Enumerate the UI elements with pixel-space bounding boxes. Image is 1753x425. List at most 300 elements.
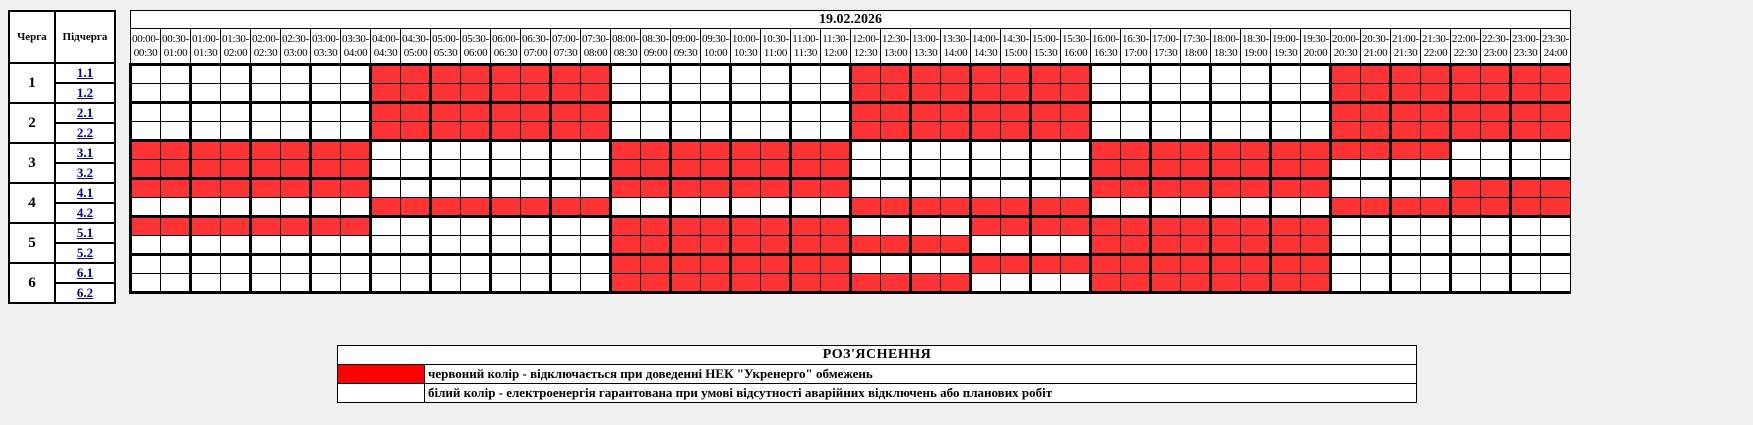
power-cell: [1481, 255, 1511, 274]
power-cell: [401, 255, 431, 274]
outage-cell: [311, 217, 341, 236]
time-slot-start: 13:00-: [912, 33, 939, 45]
outage-cell: [1241, 160, 1271, 179]
subqueue-header: Підчерга: [55, 11, 115, 63]
outage-cell: [1511, 122, 1541, 141]
power-cell: [1301, 122, 1331, 141]
time-slot-header: [941, 29, 971, 65]
time-slot-header: [1001, 29, 1031, 65]
power-cell: [1091, 65, 1121, 84]
schedule-row: [131, 65, 1571, 84]
subqueue-link[interactable]: 5.2: [55, 243, 115, 263]
outage-cell: [851, 122, 881, 141]
outage-cell: [1061, 122, 1091, 141]
time-slot-end: 18:00: [1183, 47, 1208, 59]
power-cell: [1391, 274, 1421, 293]
time-slot-start: 00:30-: [162, 33, 189, 45]
time-slot-header: [281, 29, 311, 65]
time-slot-header: [1541, 29, 1571, 65]
time-slot-end: 19:30: [1273, 47, 1298, 59]
outage-cell: [1091, 274, 1121, 293]
power-cell: [251, 84, 281, 103]
outage-cell: [1001, 198, 1031, 217]
outage-cell: [641, 236, 671, 255]
outage-cell: [1061, 198, 1091, 217]
outage-cell: [461, 122, 491, 141]
power-cell: [341, 274, 371, 293]
outage-cell: [941, 274, 971, 293]
outage-cell: [851, 65, 881, 84]
outage-cell: [251, 217, 281, 236]
outage-cell: [401, 103, 431, 122]
schedule-row: [131, 274, 1571, 293]
power-cell: [251, 103, 281, 122]
power-cell: [1181, 84, 1211, 103]
outage-cell: [1001, 217, 1031, 236]
power-cell: [1421, 274, 1451, 293]
power-cell: [1331, 274, 1361, 293]
power-cell: [1331, 160, 1361, 179]
outage-cell: [641, 217, 671, 236]
power-cell: [701, 103, 731, 122]
queue-number: 1: [9, 63, 55, 103]
time-slot-end: 07:30: [553, 47, 578, 59]
subqueue-link[interactable]: 1.2: [55, 83, 115, 103]
time-slot-start: 04:00-: [372, 33, 399, 45]
outage-cell: [491, 103, 521, 122]
power-cell: [851, 179, 881, 198]
time-slot-start: 16:00-: [1092, 33, 1119, 45]
power-cell: [1031, 274, 1061, 293]
time-slot-start: 20:00-: [1332, 33, 1359, 45]
outage-cell: [791, 160, 821, 179]
outage-cell: [761, 217, 791, 236]
time-slot-end: 10:00: [703, 47, 728, 59]
outage-cell: [611, 160, 641, 179]
time-slot-end: 13:30: [913, 47, 938, 59]
power-cell: [341, 103, 371, 122]
power-cell: [1241, 198, 1271, 217]
outage-cell: [1331, 122, 1361, 141]
power-cell: [1241, 84, 1271, 103]
time-slot-end: 15:30: [1033, 47, 1058, 59]
subqueue-link[interactable]: 4.2: [55, 203, 115, 223]
outage-cell: [911, 84, 941, 103]
subqueue-link[interactable]: 2.1: [55, 103, 115, 123]
power-cell: [1061, 236, 1091, 255]
outage-cell: [1451, 103, 1481, 122]
power-cell: [461, 236, 491, 255]
outage-cell: [611, 179, 641, 198]
power-cell: [611, 103, 641, 122]
subqueue-link[interactable]: 6.2: [55, 283, 115, 303]
power-cell: [1121, 65, 1151, 84]
time-slot-header: [1451, 29, 1481, 65]
power-cell: [1211, 103, 1241, 122]
outage-cell: [731, 179, 761, 198]
time-slot-end: 16:30: [1093, 47, 1118, 59]
time-slot-end: 21:00: [1363, 47, 1388, 59]
power-cell: [1481, 274, 1511, 293]
power-cell: [1271, 103, 1301, 122]
power-cell: [1061, 274, 1091, 293]
outage-cell: [1301, 274, 1331, 293]
outage-cell: [911, 236, 941, 255]
time-slot-header: [1421, 29, 1451, 65]
outage-cell: [311, 141, 341, 160]
outage-cell: [881, 274, 911, 293]
outage-cell: [461, 84, 491, 103]
power-cell: [1361, 236, 1391, 255]
power-cell: [1061, 179, 1091, 198]
outage-cell: [1151, 255, 1181, 274]
power-cell: [611, 84, 641, 103]
power-cell: [131, 65, 161, 84]
outage-cell: [1421, 65, 1451, 84]
power-cell: [1481, 160, 1511, 179]
outage-cell: [491, 122, 521, 141]
power-cell: [191, 84, 221, 103]
outage-cell: [611, 217, 641, 236]
outage-cell: [731, 141, 761, 160]
power-cell: [821, 103, 851, 122]
legend-red-text: червоний колір - відключається при доведенні НЕК "Укренерго" обмежень: [425, 365, 1417, 384]
outage-cell: [401, 65, 431, 84]
power-cell: [431, 141, 461, 160]
outage-cell: [611, 274, 641, 293]
outage-cell: [1241, 217, 1271, 236]
outage-cell: [1151, 236, 1181, 255]
outage-cell: [971, 65, 1001, 84]
power-cell: [1121, 122, 1151, 141]
outage-cell: [1541, 103, 1571, 122]
time-slot-header: [911, 29, 941, 65]
power-cell: [281, 84, 311, 103]
power-cell: [281, 122, 311, 141]
outage-cell: [1061, 84, 1091, 103]
outage-cell: [1511, 198, 1541, 217]
outage-cell: [1331, 141, 1361, 160]
power-cell: [161, 103, 191, 122]
power-cell: [551, 160, 581, 179]
power-cell: [1061, 160, 1091, 179]
power-cell: [431, 274, 461, 293]
power-cell: [521, 217, 551, 236]
power-cell: [1211, 122, 1241, 141]
power-cell: [791, 122, 821, 141]
outage-cell: [671, 255, 701, 274]
time-slot-start: 07:00-: [552, 33, 579, 45]
subqueue-link[interactable]: 3.1: [55, 143, 115, 163]
time-slot-header: [311, 29, 341, 65]
outage-cell: [1271, 255, 1301, 274]
time-slot-end: 12:30: [853, 47, 878, 59]
power-cell: [131, 274, 161, 293]
time-slot-header: [161, 29, 191, 65]
power-cell: [671, 84, 701, 103]
outage-cell: [1421, 141, 1451, 160]
power-cell: [701, 84, 731, 103]
time-slot-end: 10:30: [733, 47, 758, 59]
time-slot-end: 18:30: [1213, 47, 1238, 59]
outage-cell: [1121, 255, 1151, 274]
outage-cell: [461, 65, 491, 84]
time-slot-start: 13:30-: [942, 33, 969, 45]
power-cell: [1091, 84, 1121, 103]
time-slot-start: 02:00-: [252, 33, 279, 45]
power-cell: [521, 274, 551, 293]
subqueue-link[interactable]: 4.1: [55, 183, 115, 203]
power-cell: [431, 217, 461, 236]
time-slot-header: [401, 29, 431, 65]
outage-cell: [1031, 103, 1061, 122]
outage-cell: [1451, 179, 1481, 198]
outage-cell: [1391, 141, 1421, 160]
time-slot-end: 22:00: [1423, 47, 1448, 59]
time-slot-end: 02:00: [223, 47, 248, 59]
power-cell: [1331, 236, 1361, 255]
outage-cell: [941, 198, 971, 217]
outage-cell: [1031, 198, 1061, 217]
power-cell: [1151, 84, 1181, 103]
time-slot-start: 16:30-: [1122, 33, 1149, 45]
outage-cell: [761, 160, 791, 179]
outage-cell: [941, 65, 971, 84]
outage-cell: [1241, 255, 1271, 274]
time-slot-header: [1271, 29, 1301, 65]
power-cell: [131, 255, 161, 274]
outage-cell: [341, 141, 371, 160]
outage-cell: [1211, 255, 1241, 274]
outage-cell: [1271, 217, 1301, 236]
power-cell: [971, 160, 1001, 179]
time-slot-end: 01:00: [163, 47, 188, 59]
time-slot-header: [821, 29, 851, 65]
power-cell: [521, 255, 551, 274]
power-cell: [401, 141, 431, 160]
outage-cell: [1091, 255, 1121, 274]
outage-cell: [911, 274, 941, 293]
outage-cell: [971, 103, 1001, 122]
outage-cell: [671, 274, 701, 293]
outage-cell: [131, 179, 161, 198]
power-cell: [161, 84, 191, 103]
power-cell: [791, 65, 821, 84]
schedule-row: [131, 84, 1571, 103]
subqueue-link[interactable]: 6.1: [55, 263, 115, 283]
time-slot-end: 22:30: [1453, 47, 1478, 59]
outage-cell: [131, 141, 161, 160]
time-slot-start: 09:30-: [702, 33, 729, 45]
outage-cell: [131, 217, 161, 236]
power-cell: [1451, 236, 1481, 255]
power-cell: [821, 65, 851, 84]
power-cell: [1301, 65, 1331, 84]
outage-cell: [311, 160, 341, 179]
outage-cell: [1151, 179, 1181, 198]
outage-cell: [641, 141, 671, 160]
outage-cell: [371, 198, 401, 217]
subqueue-link[interactable]: 1.1: [55, 63, 115, 83]
power-cell: [1421, 236, 1451, 255]
power-cell: [1031, 141, 1061, 160]
outage-cell: [1181, 160, 1211, 179]
subqueue-link[interactable]: 5.1: [55, 223, 115, 243]
outage-cell: [1361, 65, 1391, 84]
time-slot-header: [1121, 29, 1151, 65]
power-cell: [161, 236, 191, 255]
power-cell: [1121, 198, 1151, 217]
power-cell: [491, 274, 521, 293]
outage-cell: [1421, 84, 1451, 103]
power-cell: [1181, 103, 1211, 122]
outage-cell: [161, 160, 191, 179]
subqueue-link[interactable]: 3.2: [55, 163, 115, 183]
time-slot-header: [1361, 29, 1391, 65]
power-cell: [1391, 255, 1421, 274]
power-cell: [191, 65, 221, 84]
power-cell: [281, 103, 311, 122]
outage-cell: [1031, 65, 1061, 84]
power-cell: [1031, 160, 1061, 179]
power-cell: [551, 179, 581, 198]
subqueue-link[interactable]: 2.2: [55, 123, 115, 143]
outage-cell: [1421, 198, 1451, 217]
time-slot-header: [1241, 29, 1271, 65]
power-cell: [1541, 217, 1571, 236]
power-cell: [431, 236, 461, 255]
power-cell: [251, 236, 281, 255]
outage-cell: [161, 179, 191, 198]
outage-cell: [191, 179, 221, 198]
outage-cell: [341, 160, 371, 179]
power-cell: [1241, 103, 1271, 122]
power-cell: [971, 236, 1001, 255]
power-cell: [491, 160, 521, 179]
outage-cell: [881, 84, 911, 103]
outage-cell: [1391, 103, 1421, 122]
power-cell: [191, 274, 221, 293]
outage-cell: [1121, 236, 1151, 255]
power-cell: [1541, 160, 1571, 179]
outage-cell: [731, 274, 761, 293]
power-cell: [911, 179, 941, 198]
outage-cell: [581, 84, 611, 103]
power-cell: [221, 103, 251, 122]
power-cell: [911, 160, 941, 179]
outage-cell: [851, 236, 881, 255]
outage-cell: [1361, 103, 1391, 122]
outage-cell: [1331, 84, 1361, 103]
power-cell: [1451, 255, 1481, 274]
power-cell: [521, 179, 551, 198]
power-cell: [401, 160, 431, 179]
outage-cell: [1271, 141, 1301, 160]
time-slot-header: [1511, 29, 1541, 65]
outage-cell: [1001, 65, 1031, 84]
outage-cell: [1181, 255, 1211, 274]
power-cell: [341, 255, 371, 274]
time-slot-start: 23:00-: [1512, 33, 1539, 45]
outage-cell: [1451, 84, 1481, 103]
power-cell: [401, 217, 431, 236]
power-cell: [191, 236, 221, 255]
outage-cell: [671, 160, 701, 179]
outage-cell: [221, 141, 251, 160]
time-slot-end: 01:30: [193, 47, 218, 59]
schedule-date: 19.02.2026: [131, 11, 1571, 29]
power-cell: [641, 122, 671, 141]
power-cell: [1391, 217, 1421, 236]
outage-cell: [431, 103, 461, 122]
power-cell: [131, 198, 161, 217]
power-cell: [1481, 236, 1511, 255]
power-cell: [761, 84, 791, 103]
power-cell: [1211, 198, 1241, 217]
outage-cell: [791, 141, 821, 160]
outage-cell: [611, 255, 641, 274]
queue-header: Черга: [9, 11, 55, 63]
outage-cell: [941, 103, 971, 122]
outage-cell: [1121, 179, 1151, 198]
outage-cell: [731, 217, 761, 236]
time-slot-end: 21:30: [1393, 47, 1418, 59]
outage-cell: [971, 217, 1001, 236]
time-slot-header: [461, 29, 491, 65]
power-cell: [971, 274, 1001, 293]
power-cell: [1421, 179, 1451, 198]
outage-cell: [791, 236, 821, 255]
power-cell: [161, 198, 191, 217]
time-slot-start: 03:00-: [312, 33, 339, 45]
power-cell: [581, 255, 611, 274]
outage-cell: [1121, 141, 1151, 160]
power-cell: [221, 255, 251, 274]
queue-number: 2: [9, 103, 55, 143]
power-cell: [191, 198, 221, 217]
power-cell: [161, 122, 191, 141]
power-cell: [221, 84, 251, 103]
power-cell: [1421, 160, 1451, 179]
power-cell: [941, 141, 971, 160]
power-cell: [1151, 198, 1181, 217]
outage-cell: [1361, 141, 1391, 160]
power-cell: [911, 141, 941, 160]
power-cell: [641, 65, 671, 84]
power-cell: [161, 274, 191, 293]
time-slot-start: 19:30-: [1302, 33, 1329, 45]
outage-cell: [1151, 141, 1181, 160]
schedule-row: [131, 122, 1571, 141]
time-slot-start: 01:00-: [192, 33, 219, 45]
power-cell: [431, 160, 461, 179]
time-slot-end: 03:00: [283, 47, 308, 59]
power-cell: [131, 103, 161, 122]
outage-cell: [1451, 198, 1481, 217]
outage-cell: [1181, 217, 1211, 236]
power-cell: [161, 255, 191, 274]
outage-cell: [551, 103, 581, 122]
outage-cell: [881, 65, 911, 84]
power-cell: [131, 122, 161, 141]
outage-cell: [371, 122, 401, 141]
time-slot-start: 10:30-: [762, 33, 789, 45]
outage-cell: [911, 103, 941, 122]
outage-cell: [1301, 141, 1331, 160]
time-slot-header: [521, 29, 551, 65]
power-cell: [1181, 122, 1211, 141]
time-slot-start: 19:00-: [1272, 33, 1299, 45]
